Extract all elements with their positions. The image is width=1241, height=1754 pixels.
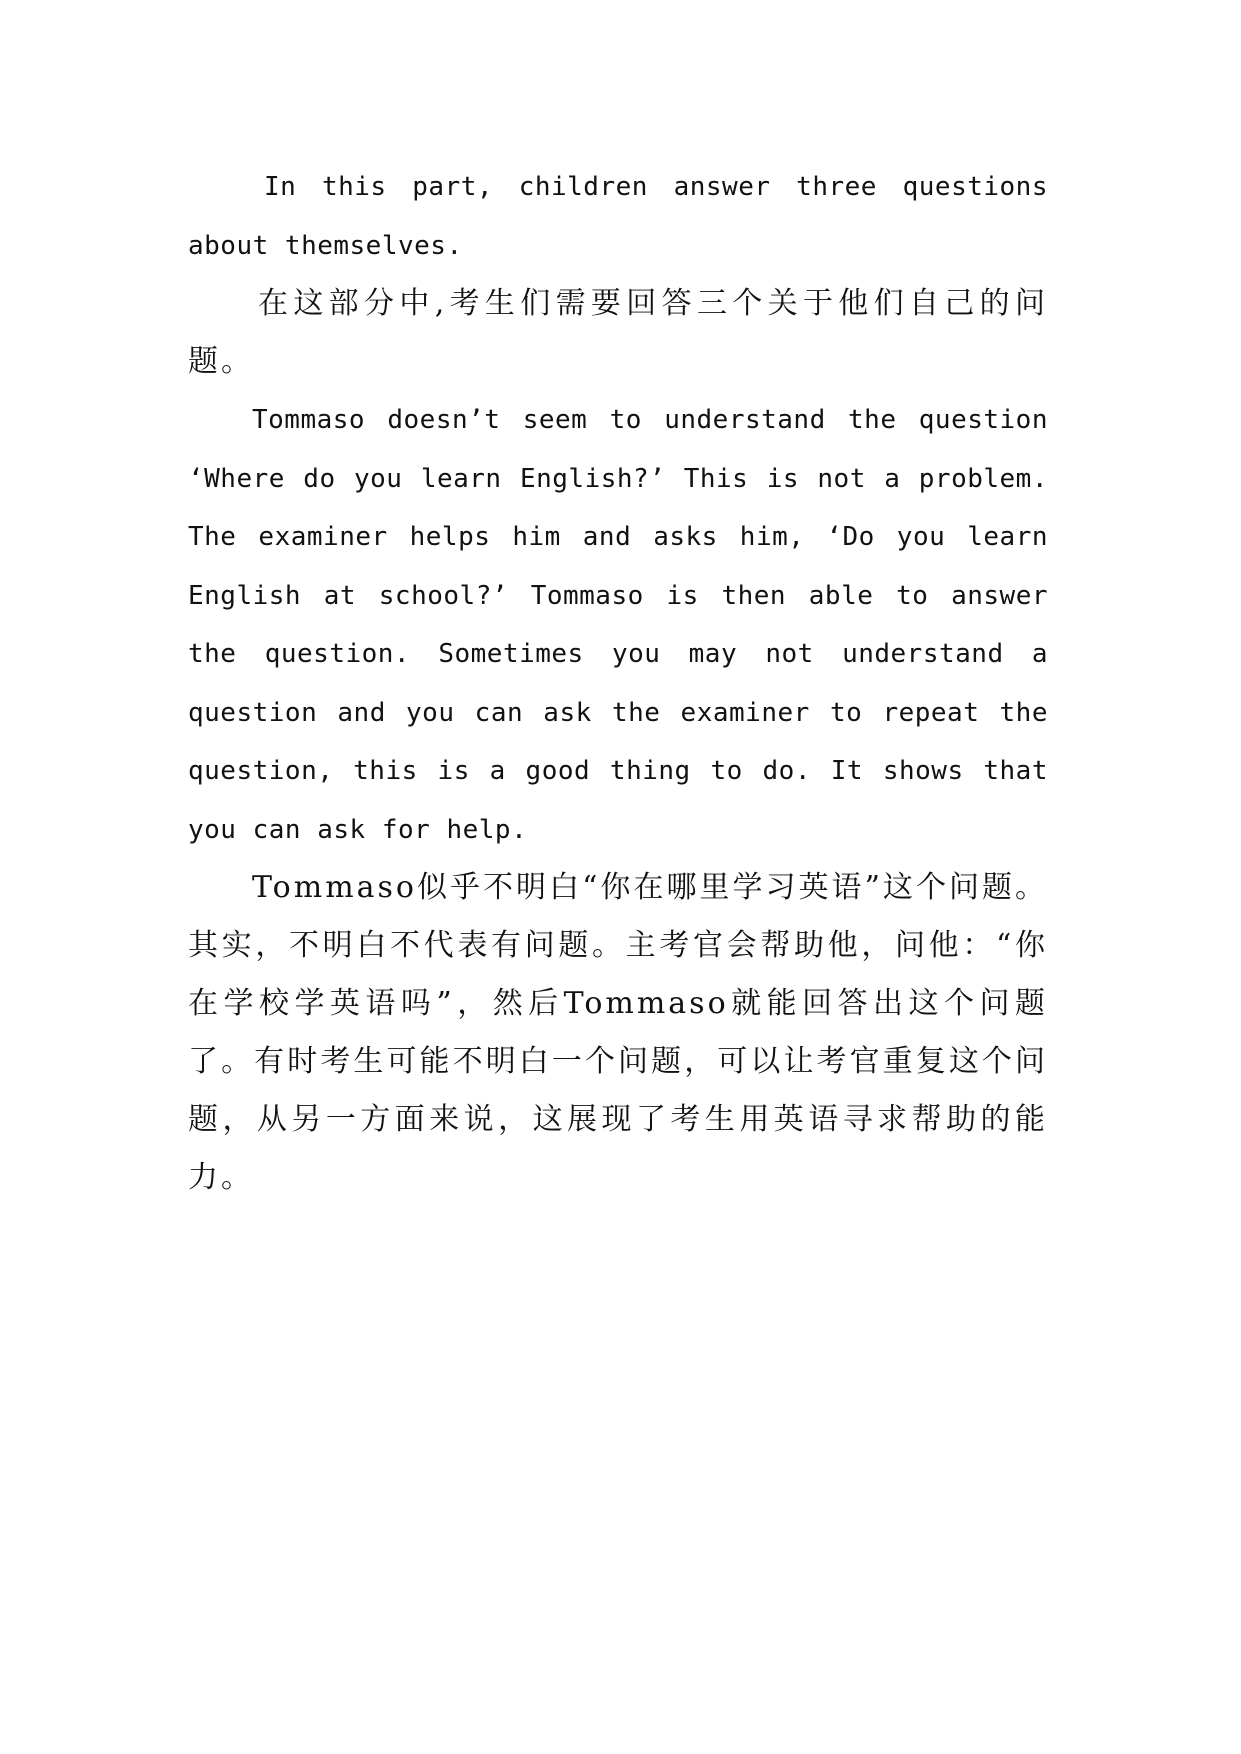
paragraph-english-tommaso: Tommaso doesn’t seem to understand the question ‘Where do you learn English?’ This is not a problem. The examiner helps him and asks him, ‘Do you learn English at school?’ Tommaso is then able to answer the question. Sometimes you may not understand a question and you can ask the examiner to repeat the question, this is a good thing to do. It shows that you can ask for help. bbox=[188, 405, 1048, 845]
document-body bbox=[188, 158, 1048, 1207]
paragraph-chinese-intro: 在这部分中,考生们需要回答三个关于他们自己的问题。 bbox=[188, 286, 1048, 379]
paragraph-english-intro: In this part, children answer three questions about themselves. bbox=[188, 172, 1048, 261]
paragraph-chinese-tommaso: Tommaso似乎不明白“你在哪里学习英语”这个问题。其实，不明白不代表有问题。主考官会帮助他，问他：“你在学校学英语吗”，然后Tommaso就能回答出这个问题了。有时考生可能不明白一个问题，可以让考官重复这个问题，从另一方面来说，这展现了考生用英语寻求帮助的能力。 bbox=[188, 870, 1048, 1195]
